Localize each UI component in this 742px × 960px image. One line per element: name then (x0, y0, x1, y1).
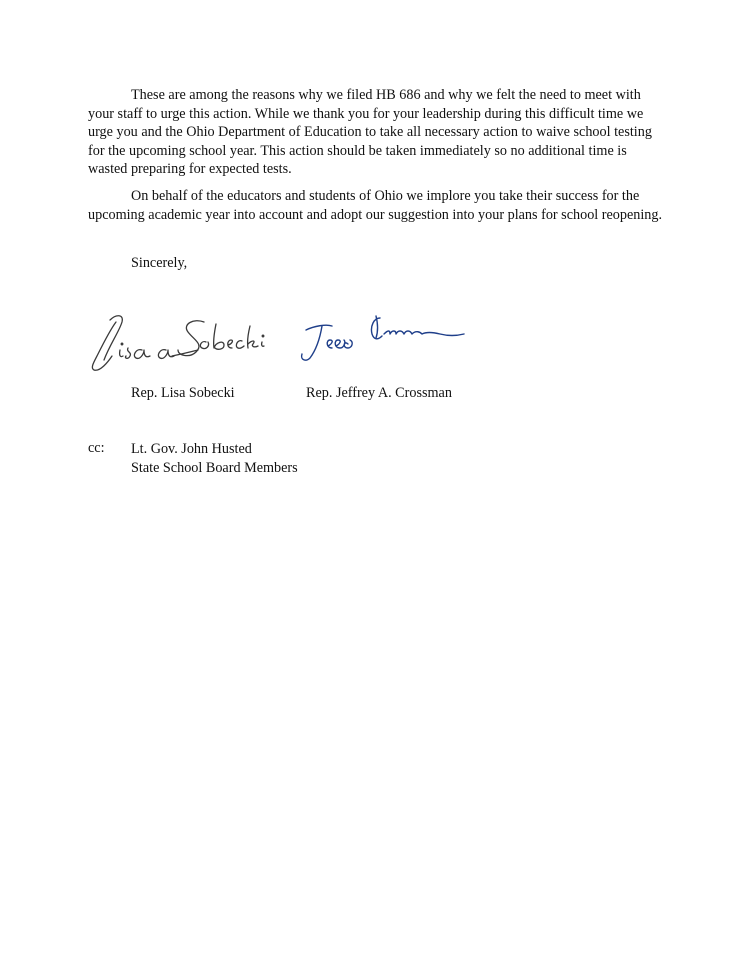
cc-recipient: State School Board Members (131, 459, 298, 476)
closing-salutation: Sincerely, (131, 255, 188, 271)
signature-jeffrey-crossman (292, 300, 472, 370)
cc-recipient: Lt. Gov. John Husted (131, 441, 252, 457)
body-paragraph-2: On behalf of the educators and students of Ohio we implore you take their success for the upcoming academic year into account and adopt our suggestion into your plans for school reopening. (88, 188, 663, 223)
signature-lisa-sobecki (86, 300, 286, 380)
signer-name-jeffrey-crossman: Rep. Jeffrey A. Crossman (306, 385, 452, 401)
signer-name-lisa-sobecki: Rep. Lisa Sobecki (131, 385, 235, 401)
body-paragraph-1: These are among the reasons why we filed HB 686 and why we felt the need to meet with your staff to urge this action. While we thank you for your leadership during this difficult time we urge you and the Ohio Department of Education to take all necessary action to waive school testing for the upcoming school year. This action should be taken immediately so no additional time is wasted preparing for expected tests. (88, 87, 652, 178)
cc-recipient-list (131, 440, 298, 477)
cc-label: cc: (88, 440, 105, 456)
